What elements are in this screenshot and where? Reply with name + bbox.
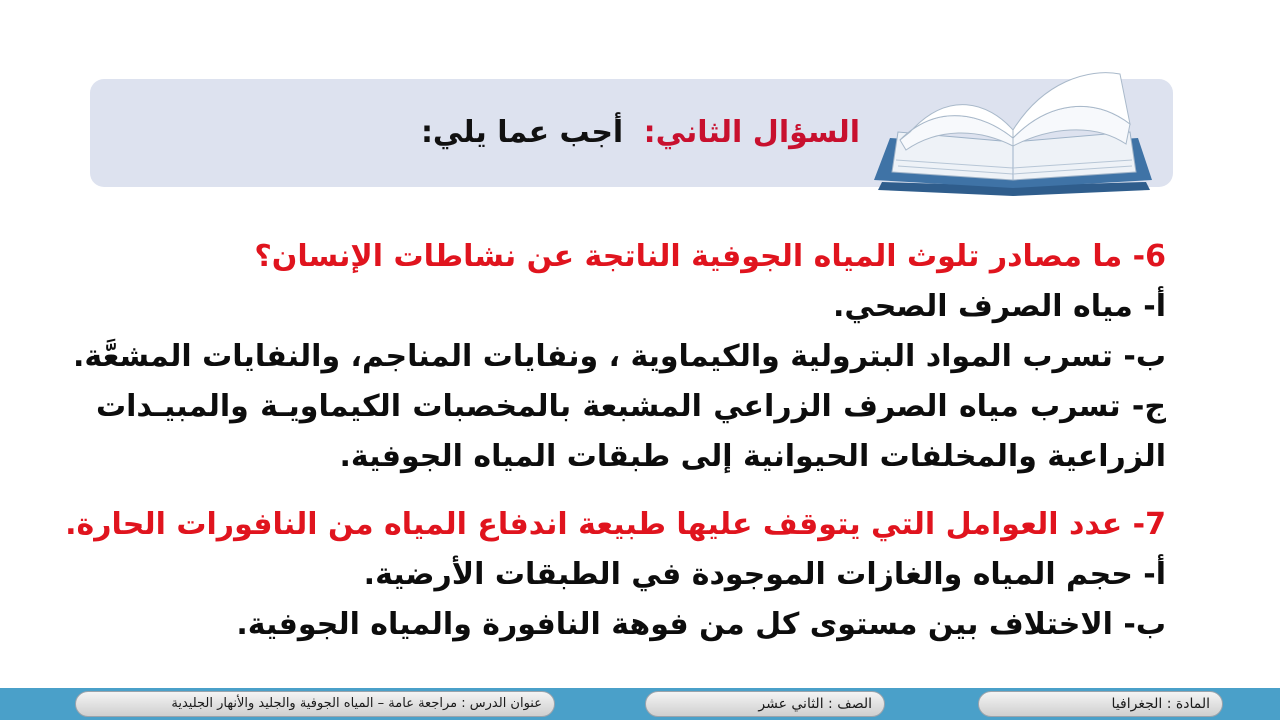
subject-badge: المادة : الجغرافيا xyxy=(978,691,1223,717)
question-6-answer-c: ج- تسرب مياه الصرف الزراعي المشبعة بالمخصبات الكيماويـة والمبيـدات الزراعية والمخلفات الحيوانية إلى طبقات المياه الجوفية. xyxy=(96,389,1166,474)
questions-area xyxy=(65,232,1166,650)
spacer xyxy=(96,482,1166,500)
question-6-title: 6- ما مصادر تلوث المياه الجوفية الناتجة عن نشاطات الإنسان؟ xyxy=(254,239,1166,274)
question-header xyxy=(421,115,860,150)
question-7 xyxy=(65,500,1166,650)
question-7-answer-b: ب- الاختلاف بين مستوى كل من فوهة النافورة والمياه الجوفية. xyxy=(236,607,1166,642)
question-label: السؤال الثاني: xyxy=(643,115,860,150)
question-6-answer-b: ب- تسرب المواد البترولية والكيماوية ، ونفايات المناجم، والنفايات المشعَّة. xyxy=(72,339,1166,374)
question-prompt: أجب عما يلي: xyxy=(420,115,624,150)
question-6 xyxy=(72,232,1166,482)
question-6-answer-a: أ- مياه الصرف الصحي. xyxy=(833,289,1166,324)
open-book-icon xyxy=(868,62,1158,202)
question-7-title: 7- عدد العوامل التي يتوقف عليها طبيعة اندفاع المياه من النافورات الحارة. xyxy=(65,507,1166,542)
lesson-title-badge: عنوان الدرس : مراجعة عامة – المياه الجوفية والجليد والأنهار الجليدية xyxy=(75,691,555,717)
question-7-answer-a: أ- حجم المياه والغازات الموجودة في الطبقات الأرضية. xyxy=(363,557,1166,592)
grade-badge: الصف : الثاني عشر xyxy=(645,691,885,717)
